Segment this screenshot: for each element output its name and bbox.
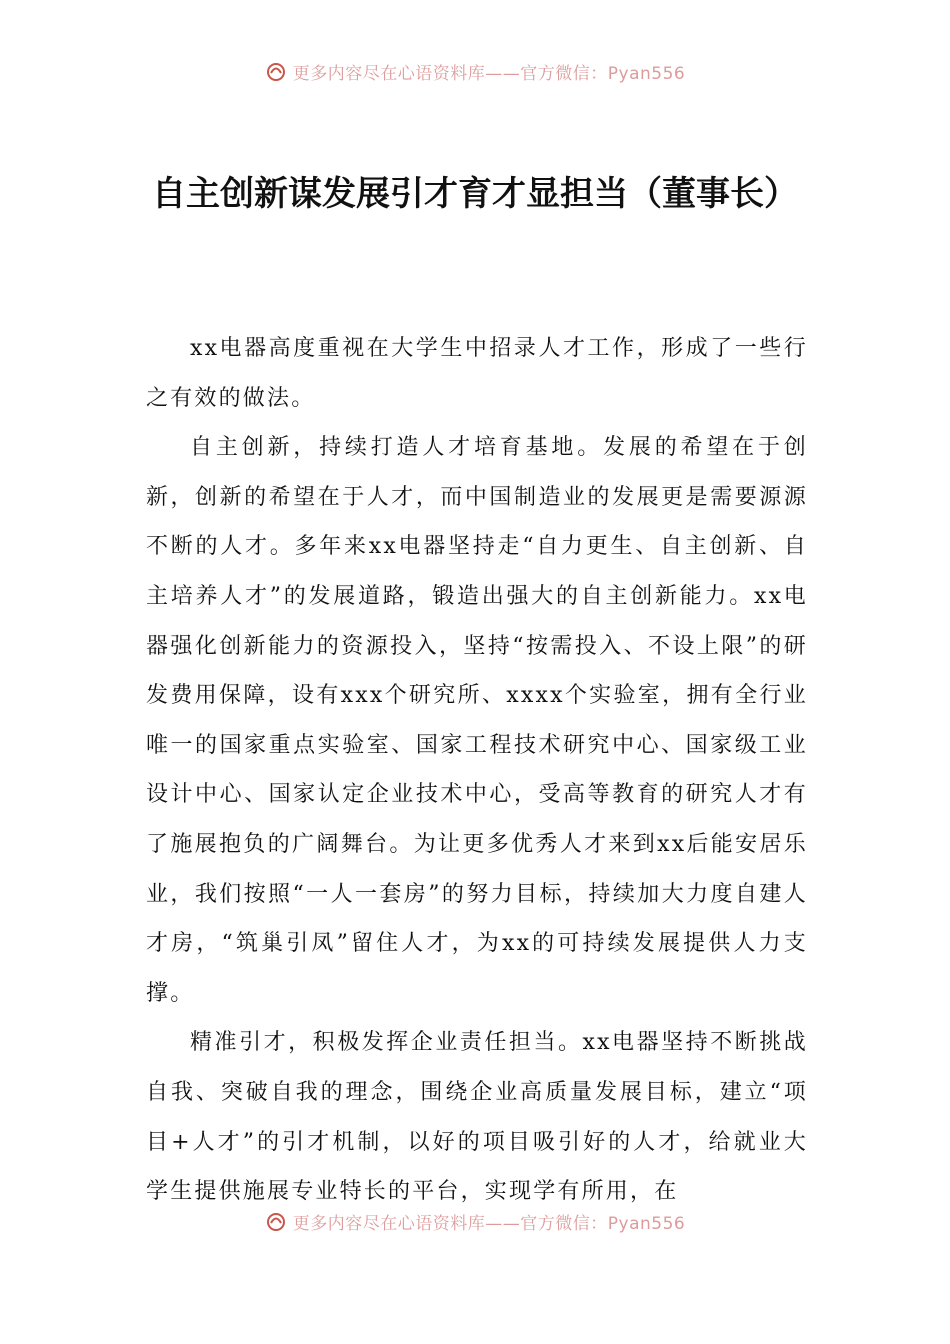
footer-watermark (0, 1206, 950, 1236)
watermark-text: 更多内容尽在心语资料库——官方微信：Pyan556 (292, 1213, 686, 1234)
watermark-logo-icon (265, 1210, 287, 1232)
header-watermark (0, 56, 950, 86)
document-title: 自主创新谋发展引才育才显担当（董事长） (152, 174, 798, 214)
watermark-text: 更多内容尽在心语资料库——官方微信：Pyan556 (292, 63, 686, 84)
paragraph: xx电器高度重视在大学生中招录人才工作，形成了一些行之有效的做法。 (146, 336, 808, 411)
watermark-logo-icon (265, 60, 287, 82)
paragraph: 自主创新，持续打造人才培育基地。发展的希望在于创新，创新的希望在于人才，而中国制造业的发展更是需要源源不断的人才。多年来xx电器坚持走“自力更生、自主创新、自主培养人才”的发展道路，锻造出强大的自主创新能力。xx电器强化创新能力的资源投入，坚持“按需投入、不设上限”的研发费用保障，设有xxx个研究所、xxxx个实验室，拥有全行业唯一的国家重点实验室、国家工程技术研究中心、国家级工业设计中心、国家认定企业技术中心，受高等教育的研究人才有了施展抱负的广阔舞台。为让更多优秀人才来到xx后能安居乐业，我们按照“一人一套房”的努力目标，持续加大力度自建人才房，“筑巢引凤”留住人才，为xx的可持续发展提供人力支撑。 (146, 435, 808, 1006)
paragraph: 精准引才，积极发挥企业责任担当。xx电器坚持不断挑战自我、突破自我的理念，围绕企业高质量发展目标，建立“项目+人才”的引才机制，以好的项目吸引好的人才，给就业大学生提供施展专业特长的平台，实现学有所用，在 (146, 1030, 808, 1205)
document-body (146, 324, 808, 1217)
